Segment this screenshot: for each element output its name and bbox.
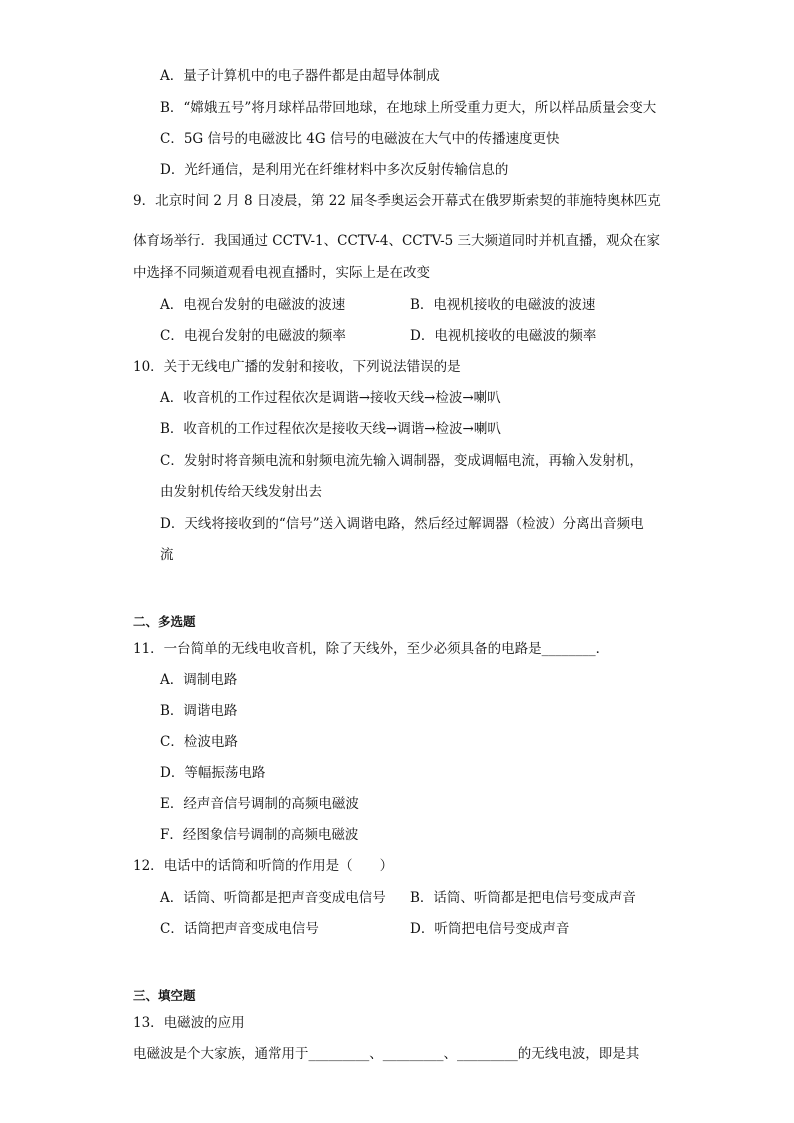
- q11-option-a: A．调制电路: [160, 672, 238, 688]
- q13-stem: 13．电磁波的应用: [133, 1015, 245, 1031]
- q10-option-c-line-1: C．发射时将音频电流和射频电流先输入调制器，变成调幅电流，再输入发射机，: [160, 453, 643, 469]
- q9-stem-line-1: 9．北京时间 2 月 8 日凌晨，第 22 届冬季奥运会开幕式在俄罗斯索契的菲施特奥林匹克: [133, 193, 661, 209]
- section-fill-blank-title: 三、填空题: [133, 988, 196, 1003]
- q8-option-a: A．量子计算机中的电子器件都是由超导体制成: [160, 68, 440, 84]
- q10-option-c-line-2: 由发射机传给天线发射出去: [160, 484, 322, 500]
- q8-option-c: C．5G 信号的电磁波比 4G 信号的电磁波在大气中的传播速度更快: [160, 131, 560, 147]
- q11-option-f: F．经图象信号调制的高频电磁波: [160, 827, 359, 843]
- q12-stem: 12．电话中的话筒和听筒的作用是（ ）: [133, 858, 394, 874]
- q11-stem: 11．一台简单的无线电收音机，除了天线外，至少必须具备的电路是________．: [133, 641, 610, 657]
- q12-option-a: A．话筒、听筒都是把声音变成电信号: [160, 890, 386, 906]
- section-multiple-choice-title: 二、多选题: [133, 614, 196, 629]
- q8-option-d: D．光纤通信，是利用光在纤维材料中多次反射传输信息的: [160, 162, 509, 178]
- q12-option-d: D．听筒把电信号变成声音: [410, 921, 570, 937]
- q11-option-c: C．检波电路: [160, 734, 238, 750]
- q10-stem: 10．关于无线电广播的发射和接收，下列说法错误的是: [133, 359, 461, 375]
- q9-option-a: A．电视台发射的电磁波的波速: [160, 297, 346, 313]
- q10-option-a: A．收音机的工作过程依次是调谐→接收天线→检波→喇叭: [160, 390, 501, 406]
- q10-option-b: B．收音机的工作过程依次是接收天线→调谐→检波→喇叭: [160, 421, 501, 437]
- q11-option-b: B．调谐电路: [160, 703, 238, 719]
- q10-option-d-line-2: 流: [160, 547, 174, 563]
- q11-option-e: E．经声音信号调制的高频电磁波: [160, 796, 359, 812]
- q9-option-b: B．电视机接收的电磁波的波速: [410, 297, 596, 313]
- q11-option-d: D．等幅振荡电路: [160, 765, 266, 781]
- q13-text: 电磁波是个大家族，通常用于_________、_________、_________的无线电波，即是其: [133, 1046, 640, 1062]
- q9-option-c: C．电视台发射的电磁波的频率: [160, 328, 346, 344]
- q9-option-d: D．电视机接收的电磁波的频率: [410, 328, 597, 344]
- q12-option-b: B．话筒、听筒都是把电信号变成声音: [410, 890, 636, 906]
- q8-option-b: B．“嫦娥五号”将月球样品带回地球，在地球上所受重力更大，所以样品质量会变大: [160, 100, 657, 116]
- q9-stem-line-3: 中选择不同频道观看电视直播时，实际上是在改变: [133, 265, 430, 281]
- q12-option-c: C．话筒把声音变成电信号: [160, 921, 319, 937]
- q10-option-d-line-1: D．天线将接收到的“信号”送入调谐电路，然后经过解调器（检波）分离出音频电: [160, 516, 644, 532]
- q9-stem-line-2: 体育场举行．我国通过 CCTV-1、CCTV-4、CCTV-5 三大频道同时并机直播，观众在家: [133, 233, 661, 249]
